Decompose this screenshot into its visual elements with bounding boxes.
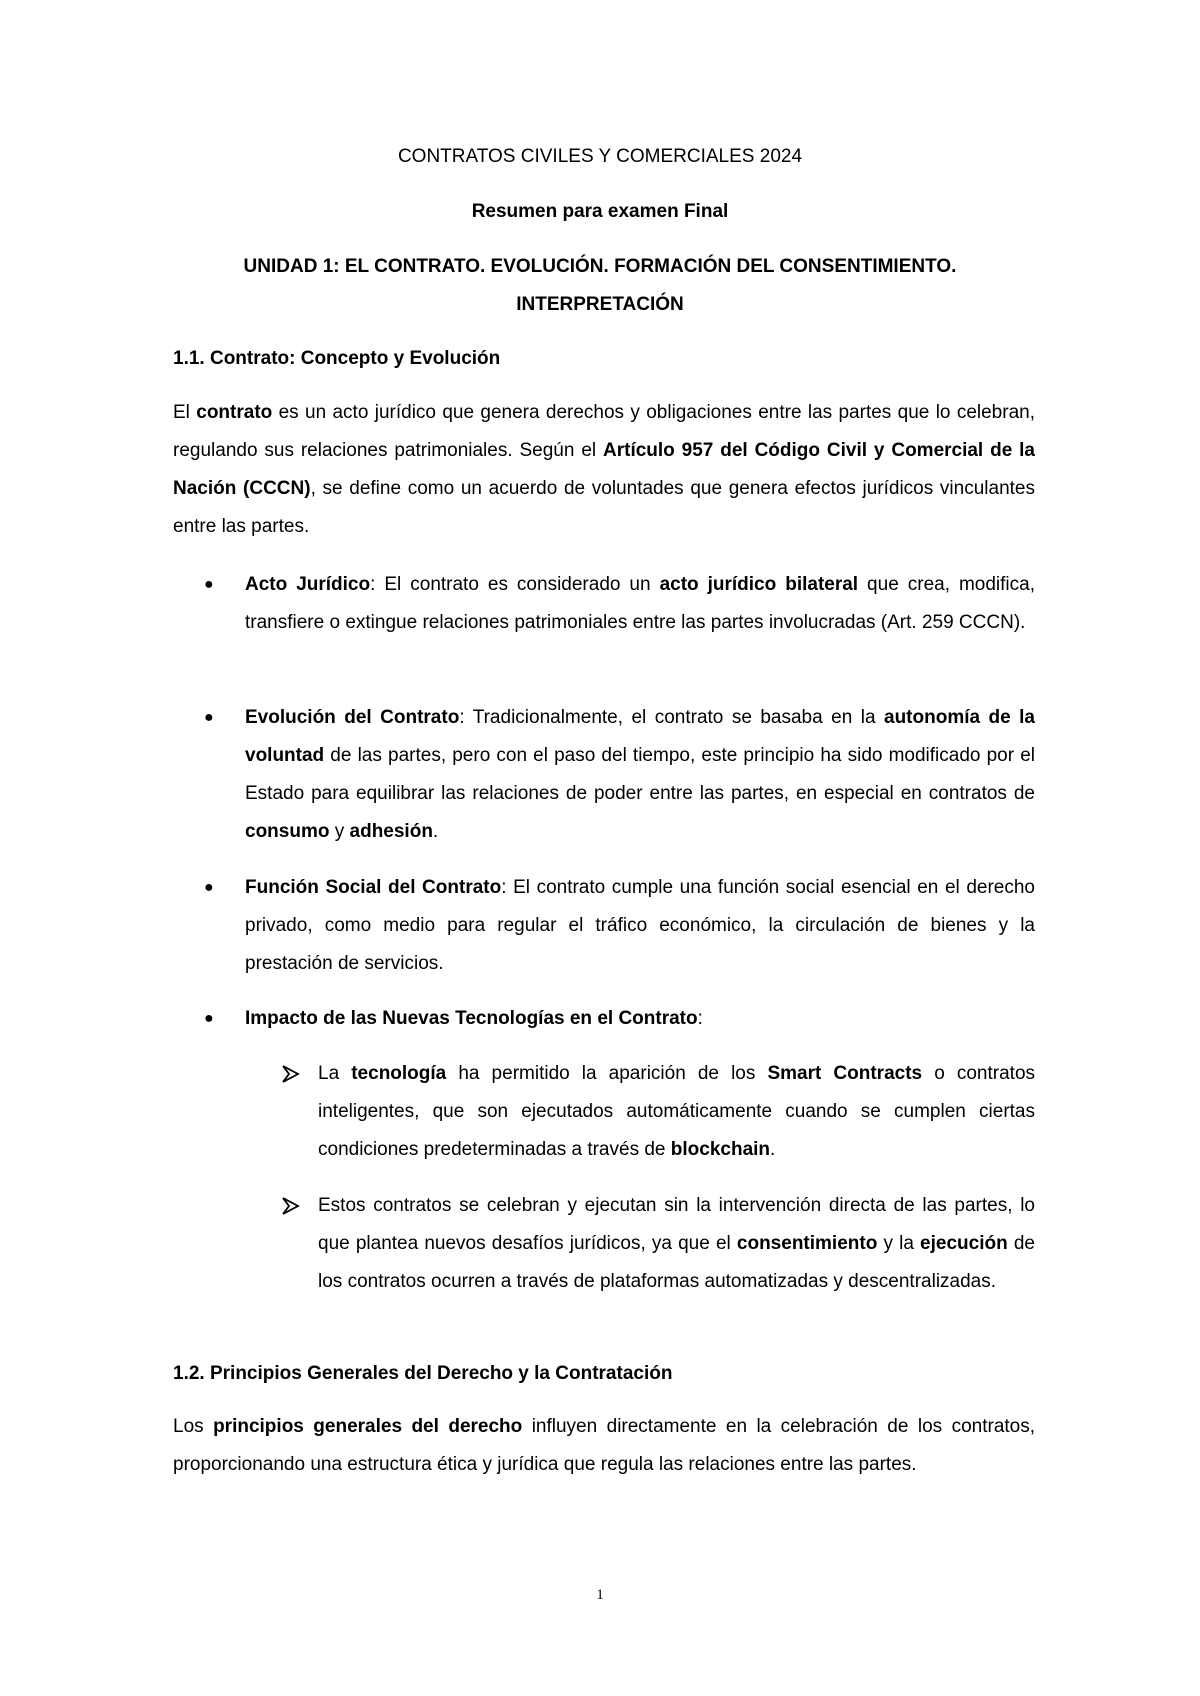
bullet-acto-juridico: Acto Jurídico: El contrato es considerado un acto jurídico bilateral que crea, modifica, transfiere o extingue relaciones patrimoniales entre las partes involucradas (Art. 259 CCCN). (245, 574, 1035, 633)
bullet-dot-icon: ● (204, 1010, 214, 1027)
sub-bullet-smart-contracts: La tecnología ha permitido la aparición de los Smart Contracts o contratos inteligentes, que son ejecutados automáticamente cuando se cumplen ciertas condiciones predeterminadas a través de blockchain. (318, 1063, 1036, 1160)
bullet-nuevas-tecnologias: Impacto de las Nuevas Tecnologías en el Contrato: (245, 1008, 703, 1029)
section-heading-1-2: 1.2. Principios Generales del Derecho y la Contratación (173, 1363, 673, 1384)
paragraph-contrato-intro: El contrato es un acto jurídico que genera derechos y obligaciones entre las partes que lo celebran, regulando sus relaciones patrimoniales. Según el Artículo 957 del Código Civil y Comercial de la Nación (CCCN), se define como un acuerdo de voluntades que genera efectos jurídicos vinculantes entre las partes. (173, 402, 1035, 537)
bullet-dot-icon: ● (204, 709, 214, 726)
document-subtitle: Resumen para examen Final (471, 201, 729, 222)
paragraph-principios-intro: Los principios generales del derecho influyen directamente en la celebración de los contratos, proporcionando una estructura ética y jurídica que regula las relaciones entre las partes. (173, 1416, 1036, 1475)
bullet-funcion-social: Función Social del Contrato: El contrato cumple una función social esencial en el derecho privado, como medio para regular el tráfico económico, la circulación de bienes y la prestación de servicios. (245, 877, 1035, 974)
unit-title-line2: INTERPRETACIÓN (516, 294, 684, 315)
document-title: CONTRATOS CIVILES Y COMERCIALES 2024 (397, 146, 803, 167)
sub-bullet-intervencion: Estos contratos se celebran y ejecutan sin la intervención directa de las partes, lo que plantea nuevos desafíos jurídicos, ya que el consentimiento y la ejecución de los contratos ocurren a través de plataformas automatizadas y descentralizadas. (318, 1195, 1035, 1292)
unit-title-line1: UNIDAD 1: EL CONTRATO. EVOLUCIÓN. FORMACIÓN DEL CONSENTIMIENTO. (243, 256, 957, 277)
arrowhead-icon (280, 1055, 302, 1093)
arrowhead-icon (280, 1187, 302, 1225)
bullet-dot-icon: ● (204, 879, 214, 896)
section-heading-1-1: 1.1. Contrato: Concepto y Evolución (173, 348, 501, 369)
bullet-evolucion-contrato: Evolución del Contrato: Tradicionalmente, el contrato se basaba en la autonomía de la voluntad de las partes, pero con el paso del tiempo, este principio ha sido modificado por el Estado para equilibrar las relaciones de poder entre las partes, en especial en contratos de consumo y adhesión. (245, 707, 1035, 842)
page-number: 1 (596, 1587, 604, 1603)
bullet-dot-icon: ● (204, 576, 214, 593)
